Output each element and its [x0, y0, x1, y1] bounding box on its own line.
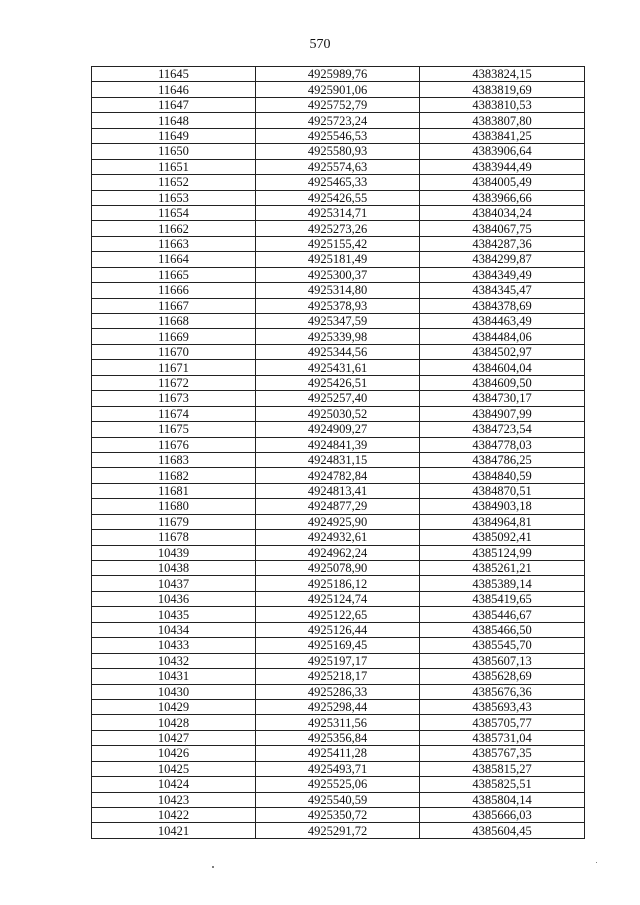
table-row	[92, 761, 585, 776]
y-coordinate-cell: 4385124,99	[420, 545, 585, 560]
y-coordinate-cell: 4385767,35	[420, 746, 585, 761]
point-number-cell: 10424	[92, 777, 256, 792]
x-coordinate-cell: 4925078,90	[256, 561, 420, 576]
x-coordinate-cell: 4925218,17	[256, 669, 420, 684]
point-number-cell: 11653	[92, 190, 256, 205]
x-coordinate-cell: 4925540,59	[256, 792, 420, 807]
table-body	[92, 67, 585, 839]
x-coordinate-cell: 4924932,61	[256, 530, 420, 545]
point-number-cell: 10433	[92, 638, 256, 653]
point-number-cell: 10428	[92, 715, 256, 730]
table-row	[92, 607, 585, 622]
table-row	[92, 669, 585, 684]
point-number-cell: 10426	[92, 746, 256, 761]
x-coordinate-cell: 4924925,90	[256, 514, 420, 529]
point-number-cell: 11670	[92, 344, 256, 359]
table-row	[92, 638, 585, 653]
x-coordinate-cell: 4925426,51	[256, 375, 420, 390]
table-row	[92, 406, 585, 421]
y-coordinate-cell: 4383819,69	[420, 82, 585, 97]
table-row	[92, 344, 585, 359]
table-row	[92, 808, 585, 823]
y-coordinate-cell: 4385466,50	[420, 622, 585, 637]
y-coordinate-cell: 4385731,04	[420, 730, 585, 745]
x-coordinate-cell: 4924813,41	[256, 483, 420, 498]
y-coordinate-cell: 4384484,06	[420, 329, 585, 344]
point-number-cell: 11649	[92, 128, 256, 143]
table-row	[92, 777, 585, 792]
point-number-cell: 10434	[92, 622, 256, 637]
y-coordinate-cell: 4384907,99	[420, 406, 585, 421]
x-coordinate-cell: 4925431,61	[256, 360, 420, 375]
point-number-cell: 11668	[92, 314, 256, 329]
x-coordinate-cell: 4924877,29	[256, 499, 420, 514]
table-row	[92, 205, 585, 220]
y-coordinate-cell: 4383966,66	[420, 190, 585, 205]
table-row	[92, 360, 585, 375]
y-coordinate-cell: 4384778,03	[420, 437, 585, 452]
table-row	[92, 792, 585, 807]
x-coordinate-cell: 4925273,26	[256, 221, 420, 236]
x-coordinate-cell: 4925752,79	[256, 97, 420, 112]
y-coordinate-cell: 4385446,67	[420, 607, 585, 622]
y-coordinate-cell: 4384786,25	[420, 452, 585, 467]
x-coordinate-cell: 4925339,98	[256, 329, 420, 344]
table-row	[92, 298, 585, 313]
y-coordinate-cell: 4383944,49	[420, 159, 585, 174]
point-number-cell: 11683	[92, 452, 256, 467]
point-number-cell: 11678	[92, 530, 256, 545]
point-number-cell: 11651	[92, 159, 256, 174]
y-coordinate-cell: 4385825,51	[420, 777, 585, 792]
table-row	[92, 190, 585, 205]
y-coordinate-cell: 4384005,49	[420, 175, 585, 190]
table-row	[92, 329, 585, 344]
x-coordinate-cell: 4925574,63	[256, 159, 420, 174]
table-row	[92, 452, 585, 467]
table-row	[92, 159, 585, 174]
point-number-cell: 10427	[92, 730, 256, 745]
x-coordinate-cell: 4925124,74	[256, 591, 420, 606]
x-coordinate-cell: 4925257,40	[256, 391, 420, 406]
x-coordinate-cell: 4924909,27	[256, 422, 420, 437]
point-number-cell: 10422	[92, 808, 256, 823]
table-row	[92, 437, 585, 452]
point-number-cell: 11674	[92, 406, 256, 421]
table-row	[92, 545, 585, 560]
x-coordinate-cell: 4925291,72	[256, 823, 420, 838]
table-row	[92, 823, 585, 838]
x-coordinate-cell: 4925314,71	[256, 205, 420, 220]
x-coordinate-cell: 4925411,28	[256, 746, 420, 761]
table-row	[92, 221, 585, 236]
point-number-cell: 11673	[92, 391, 256, 406]
y-coordinate-cell: 4383841,25	[420, 128, 585, 143]
point-number-cell: 11672	[92, 375, 256, 390]
table-row	[92, 622, 585, 637]
y-coordinate-cell: 4385607,13	[420, 653, 585, 668]
x-coordinate-cell: 4925314,80	[256, 283, 420, 298]
x-coordinate-cell: 4925378,93	[256, 298, 420, 313]
table-row	[92, 730, 585, 745]
x-coordinate-cell: 4925311,56	[256, 715, 420, 730]
x-coordinate-cell: 4925426,55	[256, 190, 420, 205]
x-coordinate-cell: 4924831,15	[256, 452, 420, 467]
x-coordinate-cell: 4925181,49	[256, 252, 420, 267]
point-number-cell: 10432	[92, 653, 256, 668]
point-number-cell: 11652	[92, 175, 256, 190]
x-coordinate-cell: 4925298,44	[256, 699, 420, 714]
point-number-cell: 10439	[92, 545, 256, 560]
coordinates-table	[91, 66, 585, 839]
point-number-cell: 11654	[92, 205, 256, 220]
table-row	[92, 113, 585, 128]
page-number: 570	[309, 37, 331, 52]
y-coordinate-cell: 4384034,24	[420, 205, 585, 220]
scan-speck	[212, 866, 214, 868]
table-row	[92, 653, 585, 668]
y-coordinate-cell: 4384067,75	[420, 221, 585, 236]
point-number-cell: 11671	[92, 360, 256, 375]
point-number-cell: 11680	[92, 499, 256, 514]
y-coordinate-cell: 4384730,17	[420, 391, 585, 406]
y-coordinate-cell: 4385676,36	[420, 684, 585, 699]
y-coordinate-cell: 4384345,47	[420, 283, 585, 298]
point-number-cell: 11648	[92, 113, 256, 128]
point-number-cell: 11669	[92, 329, 256, 344]
y-coordinate-cell: 4385693,43	[420, 699, 585, 714]
y-coordinate-cell: 4384723,54	[420, 422, 585, 437]
table-row	[92, 391, 585, 406]
table-row	[92, 591, 585, 606]
point-number-cell: 10437	[92, 576, 256, 591]
table-row	[92, 715, 585, 730]
table-row	[92, 468, 585, 483]
scan-speck	[596, 862, 597, 863]
x-coordinate-cell: 4925465,33	[256, 175, 420, 190]
point-number-cell: 10430	[92, 684, 256, 699]
x-coordinate-cell: 4925030,52	[256, 406, 420, 421]
x-coordinate-cell: 4925300,37	[256, 267, 420, 282]
x-coordinate-cell: 4925126,44	[256, 622, 420, 637]
x-coordinate-cell: 4925356,84	[256, 730, 420, 745]
point-number-cell: 11650	[92, 144, 256, 159]
table-row	[92, 530, 585, 545]
table-row	[92, 175, 585, 190]
y-coordinate-cell: 4385628,69	[420, 669, 585, 684]
y-coordinate-cell: 4385815,27	[420, 761, 585, 776]
y-coordinate-cell: 4383807,80	[420, 113, 585, 128]
y-coordinate-cell: 4384349,49	[420, 267, 585, 282]
point-number-cell: 11646	[92, 82, 256, 97]
y-coordinate-cell: 4385419,65	[420, 591, 585, 606]
point-number-cell: 10435	[92, 607, 256, 622]
y-coordinate-cell: 4385666,03	[420, 808, 585, 823]
y-coordinate-cell: 4384903,18	[420, 499, 585, 514]
y-coordinate-cell: 4385545,70	[420, 638, 585, 653]
y-coordinate-cell: 4384604,04	[420, 360, 585, 375]
y-coordinate-cell: 4384378,69	[420, 298, 585, 313]
table-row	[92, 684, 585, 699]
point-number-cell: 11665	[92, 267, 256, 282]
point-number-cell: 11647	[92, 97, 256, 112]
table-row	[92, 82, 585, 97]
x-coordinate-cell: 4925901,06	[256, 82, 420, 97]
x-coordinate-cell: 4925493,71	[256, 761, 420, 776]
point-number-cell: 11662	[92, 221, 256, 236]
x-coordinate-cell: 4925525,06	[256, 777, 420, 792]
point-number-cell: 10429	[92, 699, 256, 714]
point-number-cell: 11667	[92, 298, 256, 313]
point-number-cell: 10421	[92, 823, 256, 838]
table-row	[92, 746, 585, 761]
y-coordinate-cell: 4384502,97	[420, 344, 585, 359]
y-coordinate-cell: 4384870,51	[420, 483, 585, 498]
table-row	[92, 576, 585, 591]
y-coordinate-cell: 4383906,64	[420, 144, 585, 159]
point-number-cell: 10425	[92, 761, 256, 776]
x-coordinate-cell: 4925989,76	[256, 67, 420, 82]
x-coordinate-cell: 4925169,45	[256, 638, 420, 653]
x-coordinate-cell: 4925286,33	[256, 684, 420, 699]
point-number-cell: 10436	[92, 591, 256, 606]
table-row	[92, 283, 585, 298]
x-coordinate-cell: 4924841,39	[256, 437, 420, 452]
point-number-cell: 10438	[92, 561, 256, 576]
table-row	[92, 422, 585, 437]
x-coordinate-cell: 4924782,84	[256, 468, 420, 483]
point-number-cell: 11676	[92, 437, 256, 452]
y-coordinate-cell: 4385705,77	[420, 715, 585, 730]
point-number-cell: 11682	[92, 468, 256, 483]
x-coordinate-cell: 4924962,24	[256, 545, 420, 560]
y-coordinate-cell: 4385804,14	[420, 792, 585, 807]
x-coordinate-cell: 4925197,17	[256, 653, 420, 668]
table-row	[92, 699, 585, 714]
x-coordinate-cell: 4925546,53	[256, 128, 420, 143]
table-row	[92, 128, 585, 143]
table-row	[92, 561, 585, 576]
table-row	[92, 514, 585, 529]
point-number-cell: 10431	[92, 669, 256, 684]
y-coordinate-cell: 4384964,81	[420, 514, 585, 529]
point-number-cell: 10423	[92, 792, 256, 807]
x-coordinate-cell: 4925155,42	[256, 236, 420, 251]
table-row	[92, 252, 585, 267]
y-coordinate-cell: 4383824,15	[420, 67, 585, 82]
y-coordinate-cell: 4384609,50	[420, 375, 585, 390]
x-coordinate-cell: 4925723,24	[256, 113, 420, 128]
y-coordinate-cell: 4384840,59	[420, 468, 585, 483]
y-coordinate-cell: 4384287,36	[420, 236, 585, 251]
table-row	[92, 236, 585, 251]
table-row	[92, 67, 585, 82]
table-row	[92, 97, 585, 112]
point-number-cell: 11645	[92, 67, 256, 82]
x-coordinate-cell: 4925347,59	[256, 314, 420, 329]
y-coordinate-cell: 4385389,14	[420, 576, 585, 591]
x-coordinate-cell: 4925580,93	[256, 144, 420, 159]
table-row	[92, 314, 585, 329]
y-coordinate-cell: 4383810,53	[420, 97, 585, 112]
x-coordinate-cell: 4925186,12	[256, 576, 420, 591]
x-coordinate-cell: 4925344,56	[256, 344, 420, 359]
y-coordinate-cell: 4384463,49	[420, 314, 585, 329]
point-number-cell: 11663	[92, 236, 256, 251]
y-coordinate-cell: 4384299,87	[420, 252, 585, 267]
table-row	[92, 499, 585, 514]
table-row	[92, 144, 585, 159]
table-row	[92, 483, 585, 498]
table-row	[92, 375, 585, 390]
y-coordinate-cell: 4385261,21	[420, 561, 585, 576]
table-row	[92, 267, 585, 282]
y-coordinate-cell: 4385092,41	[420, 530, 585, 545]
point-number-cell: 11679	[92, 514, 256, 529]
point-number-cell: 11681	[92, 483, 256, 498]
point-number-cell: 11675	[92, 422, 256, 437]
x-coordinate-cell: 4925350,72	[256, 808, 420, 823]
point-number-cell: 11666	[92, 283, 256, 298]
x-coordinate-cell: 4925122,65	[256, 607, 420, 622]
y-coordinate-cell: 4385604,45	[420, 823, 585, 838]
point-number-cell: 11664	[92, 252, 256, 267]
